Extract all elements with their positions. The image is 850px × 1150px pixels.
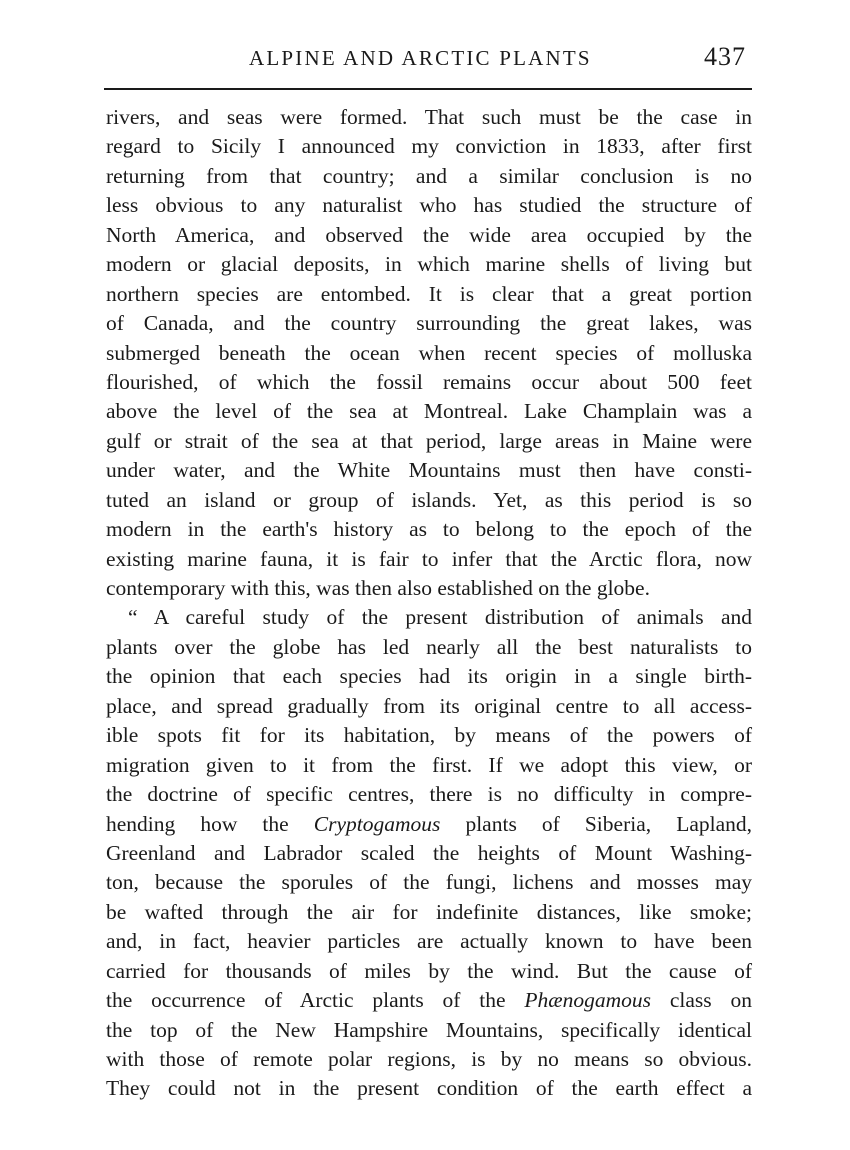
text-line: returning from that country; and a similar conclusion is no [106,163,752,188]
text-line: of Canada, and the country surrounding the great lakes, was [106,311,752,336]
text-line: less obvious to any naturalist who has studied the structure of [106,193,752,218]
body-text [106,103,752,1104]
italic-term: Cryptogamous [313,811,441,836]
text-line: gulf or strait of the sea at that period, large areas in Maine were [106,428,752,453]
header-rule [104,88,752,90]
text-line: ton, because the sporules of the fungi, lichens and mosses may [106,870,752,895]
text-line: modern in the earth's history as to belong to the epoch of the [106,517,752,542]
text-line: the opinion that each species had its origin in a single birth- [106,664,752,689]
paragraph-start-line: “ A careful study of the present distribution of animals and [128,605,752,630]
text-line: rivers, and seas were formed. That such must be the case in [106,105,752,129]
text-line: and, in fact, heavier particles are actually known to have been [106,929,752,954]
text-line: above the level of the sea at Montreal. Lake Champlain was a [106,399,752,424]
text-line: flourished, of which the fossil remains occur about 500 feet [106,369,752,394]
text-line: the top of the New Hampshire Mountains, specifically identical [106,1017,752,1042]
text-line: North America, and observed the wide area occupied by the [106,222,752,247]
text-segment: plants of Siberia, Lapland, [440,811,753,836]
paragraph-end-line: contemporary with this, was then also established on the globe. [106,576,650,600]
italic-term: Phænogamous [524,988,652,1013]
text-segment: the occurrence of Arctic plants of the [106,988,525,1013]
text-line: modern or glacial deposits, in which marine shells of living but [106,252,752,277]
text-line: tuted an island or group of islands. Yet, as this period is so [106,487,752,512]
text-line: submerged beneath the ocean when recent species of molluska [106,340,752,365]
text-segment: hending how the [106,811,314,836]
text-line: under water, and the White Mountains must then have consti- [106,458,752,483]
text-line-with-italic [106,986,752,1015]
text-line: be wafted through the air for indefinite distances, like smoke; [106,899,752,924]
page-number: 437 [704,42,746,71]
text-line: northern species are entombed. It is clear that a great portion [106,281,752,306]
text-segment: class on [651,988,753,1013]
text-line: regard to Sicily I announced my conviction in 1833, after first [106,134,752,159]
text-line: existing marine fauna, it is fair to infer that the Arctic flora, now [106,546,752,571]
text-line: They could not in the present condition of the earth effect a [106,1076,752,1101]
text-line: with those of remote polar regions, is by no means so obvious. [106,1047,752,1071]
page-header [104,40,752,80]
text-line-with-italic [106,810,752,839]
text-line: migration given to it from the first. If we adopt this view, or [106,752,752,777]
text-line: place, and spread gradually from its original centre to all access- [106,693,752,718]
text-line: ible spots fit for its habitation, by means of the powers of [106,723,752,748]
text-line: the doctrine of specific centres, there is no difficulty in compre- [106,782,752,807]
text-line: Greenland and Labrador scaled the heights of Mount Washing- [106,840,752,865]
text-line: plants over the globe has led nearly all the best naturalists to [106,634,752,659]
running-head: ALPINE AND ARCTIC PLANTS [249,46,592,70]
text-line: carried for thousands of miles by the wind. But the cause of [106,958,752,983]
